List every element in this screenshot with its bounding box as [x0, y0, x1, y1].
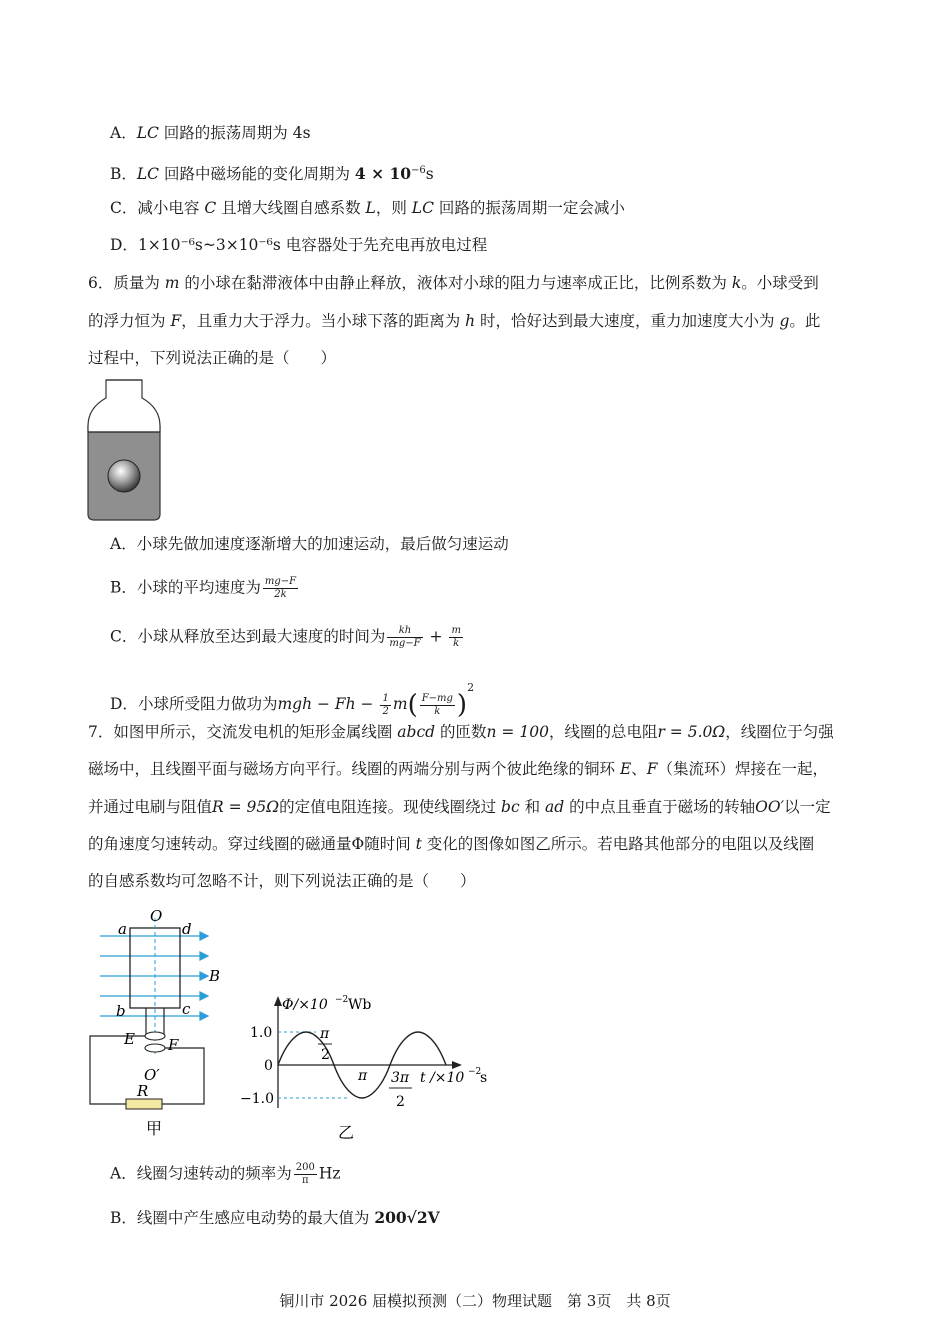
label-d: d — [182, 920, 192, 938]
x-tick-pi: π — [358, 1068, 368, 1084]
x-axis-unit: s — [480, 1070, 488, 1086]
q7-option-a: A．线圈匀速转动的频率为 $\frac{200}{\pi}$ Hz — [110, 1162, 341, 1186]
q7-stem-line4: 的角速度匀速转动。穿过线圈的磁通量Φ随时间 t 变化的图像如图乙所示。若电路其他部分的电阻以及线圈 — [88, 835, 815, 853]
label-c: c — [182, 1000, 191, 1018]
q7-option-b: B．线圈中产生感应电动势的最大值为 200√2V — [110, 1208, 440, 1227]
label-F: F — [168, 1036, 179, 1054]
caption-yi: 乙 — [338, 1123, 355, 1142]
label-R: R — [137, 1082, 149, 1100]
q6-stem-line3: 过程中，下列说法正确的是（ ） — [88, 349, 337, 367]
q6-stem-line1: 6．质量为 m 的小球在黏滞液体中由静止释放，液体对小球的阻力与速率成正比，比例系数为 k。小球受到 — [88, 274, 819, 292]
x-axis-label-exp: −2 — [468, 1067, 482, 1077]
fraction: $\frac{F-mg}{k}$ — [421, 692, 453, 717]
q7-stem-line3: 并通过电刷与阻值R = 95Ω的定值电阻连接。现使线圈绕过 bc 和 ad 的中点且垂直于磁场的转轴OO′以一定 — [88, 798, 831, 816]
fraction: $\frac{mg-F}{2k}$ — [264, 576, 297, 600]
y-axis-label-exp: −2 — [335, 995, 349, 1005]
x-tick-pi-half-den: 2 — [321, 1047, 330, 1063]
label-B: B — [209, 967, 220, 985]
flux-graph — [236, 990, 506, 1145]
label-O-prime: O′ — [144, 1066, 160, 1084]
q7-stem-line2: 磁场中，且线圈平面与磁场方向平行。线圈的两端分别与两个彼此绝缘的铜环 E、F（集流环）焊接在一起， — [88, 760, 829, 778]
label-b: b — [116, 1002, 126, 1020]
page-footer: 铜川市 2026 届模拟预测（二）物理试题 第 3页 共 8页 — [279, 1292, 671, 1310]
q6-option-d: D．小球所受阻力做功为mgh − Fh − $\frac{1}{2}$ m( $\frac{F-mg}{k}$ )$^2$ — [110, 681, 475, 720]
label-O: O — [150, 907, 163, 925]
q5-option-c: C．减小电容 C 且增大线圈自感系数 L，则 LC 回路的振荡周期一定会减小 — [110, 199, 625, 217]
fraction: $\frac{1}{2}$ — [382, 692, 389, 717]
q6-option-b: B．小球的平均速度为 $\frac{mg-F}{2k}$ — [110, 576, 297, 600]
y-axis-unit: Wb — [348, 997, 372, 1013]
y-tick-pos: 1.0 — [250, 1025, 273, 1041]
fraction: $\frac{m}{k}$ — [451, 625, 461, 649]
x-tick-3pi-half-den: 2 — [396, 1094, 405, 1110]
label-E: E — [124, 1030, 135, 1048]
q5-option-b: B．LC 回路中磁场能的变化周期为 $4 \times 10^{-6}s$ — [110, 164, 434, 184]
q6-stem-line2: 的浮力恒为 F，且重力大于浮力。当小球下落的距离为 h 时，恰好达到最大速度，重力加速度大小为 g。此 — [88, 312, 821, 330]
caption-jia: 甲 — [146, 1119, 163, 1138]
q5-option-d: D．1×10⁻⁶s~3×10⁻⁶s 电容器处于先充电再放电过程 — [110, 236, 488, 254]
y-tick-neg: −1.0 — [240, 1091, 274, 1107]
y-tick-zero: 0 — [264, 1058, 273, 1074]
x-tick-3pi-half-num: 3π — [391, 1070, 410, 1086]
q7-stem-line1: 7．如图甲所示，交流发电机的矩形金属线圈 abcd 的匝数n = 100，线圈的总电阻r = 5.0Ω，线圈位于匀强 — [88, 723, 834, 741]
x-axis-label: t /×10 — [420, 1070, 465, 1086]
q5-option-a: A．LC 回路的振荡周期为 4s — [110, 124, 311, 142]
fraction: $\frac{200}{\pi}$ — [295, 1162, 315, 1186]
q7-stem-line5: 的自感系数均可忽略不计，则下列说法正确的是（ ） — [88, 872, 476, 890]
bottle-figure — [84, 378, 166, 524]
generator-figure — [80, 904, 220, 1144]
fraction: $\frac{kh}{mg-F}$ — [389, 625, 421, 649]
q6-option-c: C．小球从释放至达到最大速度的时间为 $\frac{kh}{mg-F}$ + $\frac{m}{k}$ — [110, 625, 461, 649]
y-axis-label: Φ/×10 — [282, 997, 328, 1013]
x-tick-pi-half-num: π — [320, 1026, 330, 1042]
q6-option-a: A．小球先做加速度逐渐增大的加速运动，最后做匀速运动 — [110, 535, 509, 553]
label-a: a — [118, 920, 127, 938]
